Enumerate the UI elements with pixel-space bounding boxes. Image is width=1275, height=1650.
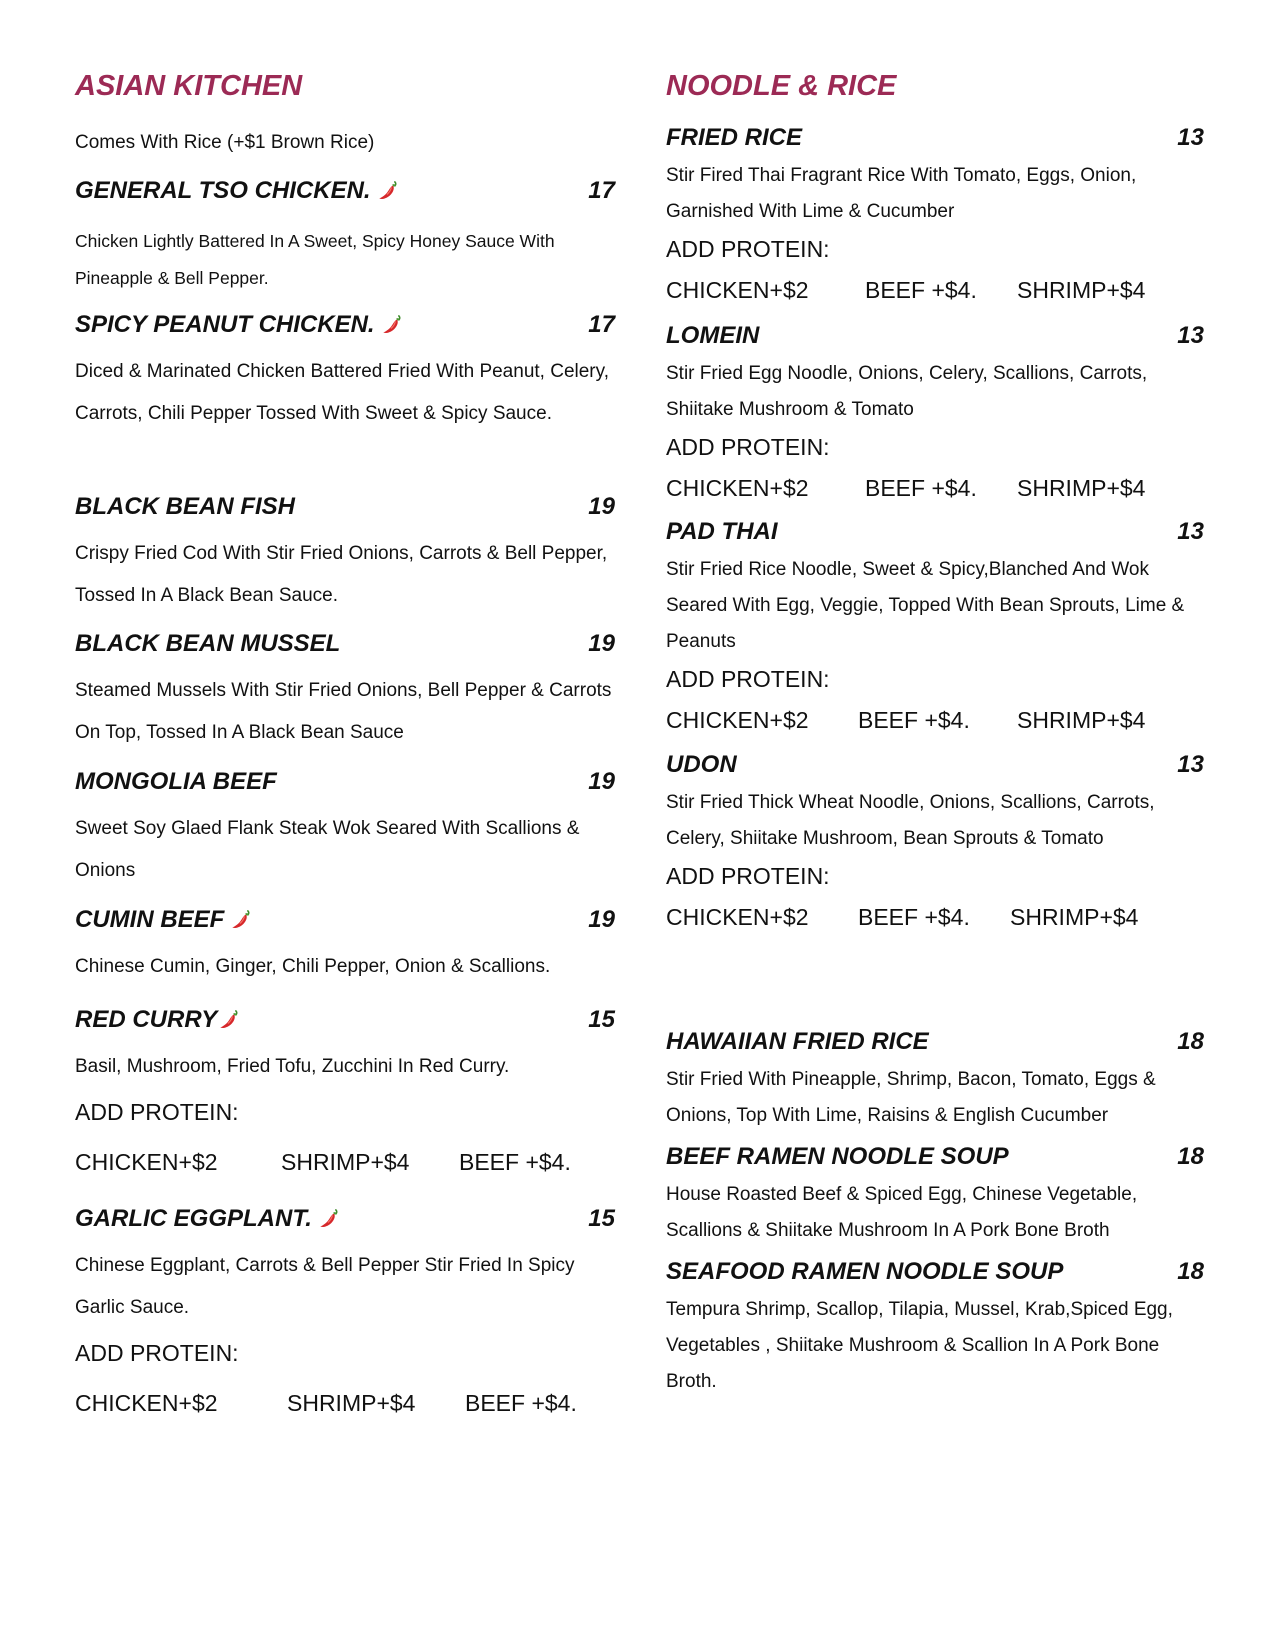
item-description: House Roasted Beef & Spiced Egg, Chinese Vegetable, Scallions & Shiitake Mushroom In A Pork Bone Broth (666, 1184, 1138, 1241)
item-price: 13 (1177, 751, 1204, 778)
menu-item-lomein (666, 320, 1204, 503)
item-price: 13 (1177, 124, 1204, 151)
section-title-noodle-rice: NOODLE & RICE (666, 70, 897, 102)
item-description: Diced & Marinated Chicken Battered Fried With Peanut, Celery, Carrots, Chili Pepper Tossed With Sweet & Spicy Sauce. (75, 361, 609, 424)
protein-option: SHRIMP+$4 (1017, 475, 1146, 501)
item-price: 15 (588, 1006, 615, 1033)
protein-option: CHICKEN+$2 (666, 475, 809, 501)
section-title-asian-kitchen: ASIAN KITCHEN (75, 70, 303, 102)
protein-option: SHRIMP+$4 (281, 1149, 410, 1175)
protein-option: BEEF +$4. (858, 904, 970, 930)
protein-option: BEEF +$4. (465, 1390, 577, 1416)
item-description: Basil, Mushroom, Fried Tofu, Zucchini In Red Curry. (75, 1056, 510, 1077)
menu-item-fried-rice (666, 122, 1204, 305)
item-name: BLACK BEAN FISH (75, 493, 295, 520)
item-price: 17 (588, 311, 615, 338)
item-price: 17 (588, 177, 615, 204)
item-name: BEEF RAMEN NOODLE SOUP (666, 1143, 1009, 1170)
protein-option: CHICKEN+$2 (75, 1149, 218, 1175)
menu-item-garlic-eggplant (75, 1203, 615, 1418)
item-name: FRIED RICE (666, 124, 803, 151)
menu-item-beef-ramen-noodle-soup (666, 1141, 1204, 1249)
item-price: 19 (588, 493, 615, 520)
item-name: SEAFOOD RAMEN NOODLE SOUP (666, 1258, 1064, 1285)
add-protein-label: ADD PROTEIN: (666, 434, 830, 460)
item-name: PAD THAI (666, 518, 778, 545)
chili-pepper-icon (381, 313, 403, 335)
chili-pepper-icon (377, 179, 399, 201)
item-price: 15 (588, 1205, 615, 1232)
chili-pepper-icon (230, 908, 252, 930)
rice-note: Comes With Rice (+$1 Brown Rice) (75, 132, 375, 153)
menu-item-hawaiian-fried-rice (666, 1026, 1204, 1134)
item-price: 13 (1177, 518, 1204, 545)
item-description: Stir Fried Rice Noodle, Sweet & Spicy,Blanched And Wok Seared With Egg, Veggie, Topped With Bean Sprouts, Lime & Peanuts (666, 559, 1185, 652)
item-name: CUMIN BEEF (75, 906, 225, 933)
item-name: MONGOLIA BEEF (75, 768, 277, 795)
item-description: Steamed Mussels With Stir Fried Onions, Bell Pepper & Carrots On Top, Tossed In A Black Bean Sauce (75, 680, 612, 743)
menu-item-udon (666, 749, 1204, 932)
item-name: UDON (666, 751, 737, 778)
menu-item-black-bean-mussel (75, 628, 615, 754)
item-name: GARLIC EGGPLANT. (75, 1205, 312, 1232)
protein-option: CHICKEN+$2 (75, 1390, 218, 1416)
protein-option: SHRIMP+$4 (1017, 707, 1146, 733)
add-protein-label: ADD PROTEIN: (666, 666, 830, 692)
item-description: Sweet Soy Glaed Flank Steak Wok Seared With Scallions & Onions (75, 818, 580, 881)
add-protein-label: ADD PROTEIN: (666, 236, 830, 262)
item-name: BLACK BEAN MUSSEL (75, 630, 341, 657)
menu-item-seafood-ramen-noodle-soup (666, 1256, 1204, 1400)
item-name: RED CURRY (75, 1006, 218, 1033)
menu-item-general-tso-chicken (75, 175, 615, 297)
menu-item-cumin-beef (75, 904, 615, 988)
menu-item-red-curry (75, 1004, 615, 1177)
protein-option: CHICKEN+$2 (666, 707, 809, 733)
protein-options (666, 705, 1204, 735)
menu-item-spicy-peanut-chicken (75, 309, 615, 435)
chili-pepper-icon (318, 1207, 340, 1229)
protein-option: SHRIMP+$4 (287, 1390, 416, 1416)
add-protein-label: ADD PROTEIN: (666, 863, 830, 889)
protein-option: CHICKEN+$2 (666, 904, 809, 930)
item-name: GENERAL TSO CHICKEN. (75, 177, 371, 204)
item-price: 18 (1177, 1143, 1204, 1170)
item-name: LOMEIN (666, 322, 760, 349)
item-price: 19 (588, 630, 615, 657)
add-protein-label: ADD PROTEIN: (75, 1099, 239, 1125)
item-price: 19 (588, 906, 615, 933)
protein-options (666, 275, 1204, 305)
item-price: 18 (1177, 1028, 1204, 1055)
protein-option: BEEF +$4. (865, 277, 977, 303)
item-name: SPICY PEANUT CHICKEN. (75, 311, 375, 338)
item-description: Stir Fried Thick Wheat Noodle, Onions, Scallions, Carrots, Celery, Shiitake Mushroom, Bean Sprouts & Tomato (666, 792, 1155, 849)
menu-item-pad-thai (666, 516, 1204, 735)
item-price: 19 (588, 768, 615, 795)
item-description: Tempura Shrimp, Scallop, Tilapia, Mussel, Krab,Spiced Egg, Vegetables , Shiitake Mushroom & Scallion In A Pork Bone Broth. (666, 1299, 1173, 1392)
protein-options (666, 473, 1204, 503)
menu-item-black-bean-fish (75, 491, 615, 617)
protein-option: SHRIMP+$4 (1017, 277, 1146, 303)
protein-option: CHICKEN+$2 (666, 277, 809, 303)
protein-option: BEEF +$4. (459, 1149, 571, 1175)
protein-option: SHRIMP+$4 (1010, 904, 1139, 930)
chili-pepper-icon (218, 1008, 240, 1030)
protein-options (666, 902, 1204, 932)
item-price: 18 (1177, 1258, 1204, 1285)
item-description: Stir Fried With Pineapple, Shrimp, Bacon, Tomato, Eggs & Onions, Top With Lime, Raisins & English Cucumber (666, 1069, 1156, 1126)
protein-options (75, 1147, 615, 1177)
item-name: HAWAIIAN FRIED RICE (666, 1028, 929, 1055)
item-description: Stir Fired Thai Fragrant Rice With Tomato, Eggs, Onion, Garnished With Lime & Cucumber (666, 165, 1137, 222)
add-protein-label: ADD PROTEIN: (75, 1340, 239, 1366)
protein-options (75, 1388, 615, 1418)
item-price: 13 (1177, 322, 1204, 349)
item-description: Chinese Eggplant, Carrots & Bell Pepper Stir Fried In Spicy Garlic Sauce. (75, 1255, 575, 1318)
item-description: Crispy Fried Cod With Stir Fried Onions, Carrots & Bell Pepper, Tossed In A Black Bean Sauce. (75, 543, 608, 606)
item-description: Chinese Cumin, Ginger, Chili Pepper, Onion & Scallions. (75, 956, 551, 977)
menu-item-mongolia-beef (75, 766, 615, 892)
item-description: Stir Fried Egg Noodle, Onions, Celery, Scallions, Carrots, Shiitake Mushroom & Tomato (666, 363, 1148, 420)
item-description: Chicken Lightly Battered In A Sweet, Spicy Honey Sauce With Pineapple & Bell Pepper. (75, 231, 555, 288)
protein-option: BEEF +$4. (858, 707, 970, 733)
protein-option: BEEF +$4. (865, 475, 977, 501)
